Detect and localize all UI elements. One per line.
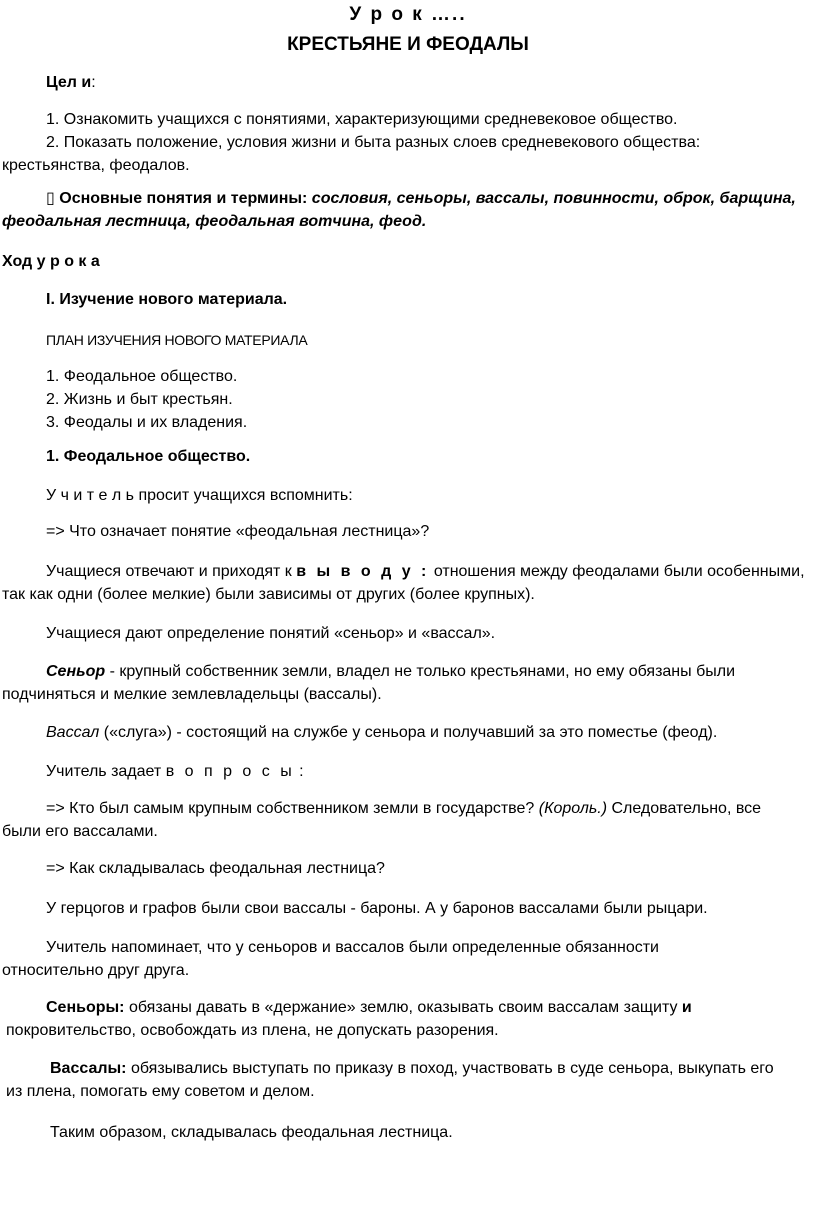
senior-definition-line-1: Сеньор - крупный собственник земли, владел не только крестьянами, но ему обязаны были [46,663,736,680]
page-title: КРЕСТЬЯНЕ И ФЕОДАЛЫ [287,34,529,55]
goal-item-2: 2. Показать положение, условия жизни и быта разных слоев средневекового общества: [46,134,701,151]
reminder-line-1: Учитель напоминает, что у сеньоров и вассалов были определенные обязанности [46,939,659,956]
question-2-line-1: => Кто был самым крупным собственником земли в государстве? (Король.) Следовательно, все [46,800,762,817]
seniors-duties-line-1: Сеньоры: обязаны давать в «держание» землю, оказывать своим вассалам защиту и [46,999,692,1016]
terms-list: сословия, сеньоры, вассалы, повинности, оброк, барщина, [307,190,796,207]
terms-label: Основные понятия и термины: [59,190,308,207]
lesson-label: У р о к ….. [349,4,467,25]
seniors-duties-line-2: покровительство, освобождать из плена, не допускать разорения. [6,1022,499,1039]
students-define: Учащиеся дают определение понятий «сеньор» и «вассал». [46,625,496,642]
plan-item-3: 3. Феодалы и их владения. [46,414,248,431]
teacher-questions: Учитель задает в о п р о с ы : [46,763,304,780]
goal-item-1: 1. Ознакомить учащихся с понятиями, характеризующими средневековое общество. [46,111,678,128]
vassals-duties-line-1: Вассалы: обязывались выступать по приказу в поход, участвовать в суде сеньора, выкупать его [50,1060,774,1077]
question-1: => Что означает понятие «феодальная лестница»? [46,523,430,540]
senior-definition-line-2: подчиняться и мелкие землевладельцы (вассалы). [2,686,382,703]
students-conclude-line-2: так как одни (более мелкие) были зависимы от других (более крупных). [2,586,535,603]
section-heading: I. Изучение нового материала. [46,291,288,308]
terms-line-1 [46,188,796,210]
course-heading: Ход у р о к а [2,253,100,270]
conclusion: Таким образом, складывалась феодальная лестница. [50,1124,453,1141]
vassals-duties-line-2: из плена, помогать ему советом и делом. [6,1083,315,1100]
plan-heading: ПЛАН ИЗУЧЕНИЯ НОВОГО МАТЕРИАЛА [46,332,308,348]
bullet-icon: ▯ [46,190,55,207]
goals-heading: Цел и: [46,74,96,91]
goal-item-2-cont: крестьянства, феодалов. [2,157,190,174]
reminder-line-2: относительно друг друга. [2,962,190,979]
question-2-line-2: были его вассалами. [2,823,158,840]
subsection-heading: 1. Феодальное общество. [46,448,251,465]
vassal-definition: Вассал («слуга») - состоящий на службе у сеньора и получавший за это поместье (феод). [46,724,718,741]
plan-item-2: 2. Жизнь и быт крестьян. [46,391,233,408]
terms-line-2: феодальная лестница, феодальная вотчина, феод. [2,213,427,230]
plan-item-1: 1. Феодальное общество. [46,368,238,385]
teacher-asks: У ч и т е л ь просит учащихся вспомнить: [46,487,353,504]
students-conclude-line-1: Учащиеся отвечают и приходят к в ы в о д у : отношения между феодалами были особенными, [46,563,805,580]
question-3: => Как складывалась феодальная лестница? [46,860,385,877]
dukes-paragraph: У герцогов и графов были свои вассалы - бароны. А у баронов вассалами были рыцари. [46,900,708,917]
